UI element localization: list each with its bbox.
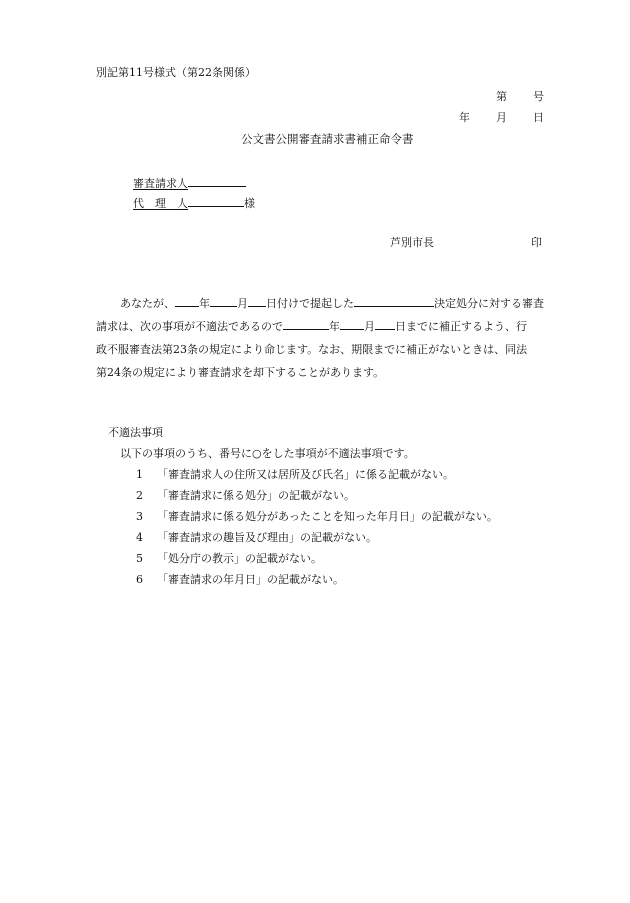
defect-item-text: 「審査請求に係る処分があったことを知った年月日」の記載がない。 <box>157 510 498 523</box>
body-paragraph <box>96 292 546 384</box>
document-title: 公文書公開審査請求書補正命令書 <box>241 132 414 146</box>
agent-blank <box>188 195 244 207</box>
addressee-agent <box>133 195 255 211</box>
defect-item-text: 「審査請求人の住所又は居所及び氏名」に係る記載がない。 <box>157 468 454 481</box>
issuer-name: 芦別市長 <box>390 236 434 249</box>
date-day-label: 日 <box>533 111 544 124</box>
date-year-label: 年 <box>459 111 470 124</box>
body-line-4: 第24条の規定により審査請求を却下することがあります。 <box>96 366 385 379</box>
body-line-2: 請求は、次の事項が不適法であるので 年 月 日までに補正するよう、行 <box>96 320 527 333</box>
seal-mark: 印 <box>531 236 542 249</box>
date-month-label: 月 <box>496 111 507 124</box>
defect-item-number: 3 <box>136 510 143 523</box>
defect-item-number: 2 <box>136 489 143 502</box>
defects-heading: 不適法事項 <box>108 426 163 439</box>
honorific-sama: 様 <box>244 197 255 210</box>
defect-item-number: 5 <box>136 552 143 565</box>
number-dai: 第 <box>496 90 507 103</box>
defect-item-number: 4 <box>136 531 143 544</box>
body-line-1: あなたが、 年 月 日付けで提起した 決定処分に対する審査 <box>120 297 544 310</box>
defect-item-number: 6 <box>136 573 143 586</box>
agent-label: 代 理 人 <box>133 197 188 210</box>
body-line-3: 政不服審査法第23条の規定により命じます。なお、期限までに補正がないときは、同法 <box>96 343 528 356</box>
requester-label: 審査請求人 <box>133 177 188 190</box>
addressee-requester <box>133 175 246 191</box>
defect-item-text: 「審査請求に係る処分」の記載がない。 <box>157 489 355 502</box>
defect-item-text: 「審査請求の年月日」の記載がない。 <box>157 573 344 586</box>
requester-blank <box>188 175 246 187</box>
defects-intro: 以下の事項のうち、番号に○をした事項が不適法事項です。 <box>120 447 415 460</box>
form-label: 別記第11号様式（第22条関係） <box>96 66 256 79</box>
defect-item-number: 1 <box>136 468 143 481</box>
defect-item-text: 「審査請求の趣旨及び理由」の記載がない。 <box>157 531 377 544</box>
number-go: 号 <box>533 90 544 103</box>
defect-item-text: 「処分庁の教示」の記載がない。 <box>157 552 322 565</box>
